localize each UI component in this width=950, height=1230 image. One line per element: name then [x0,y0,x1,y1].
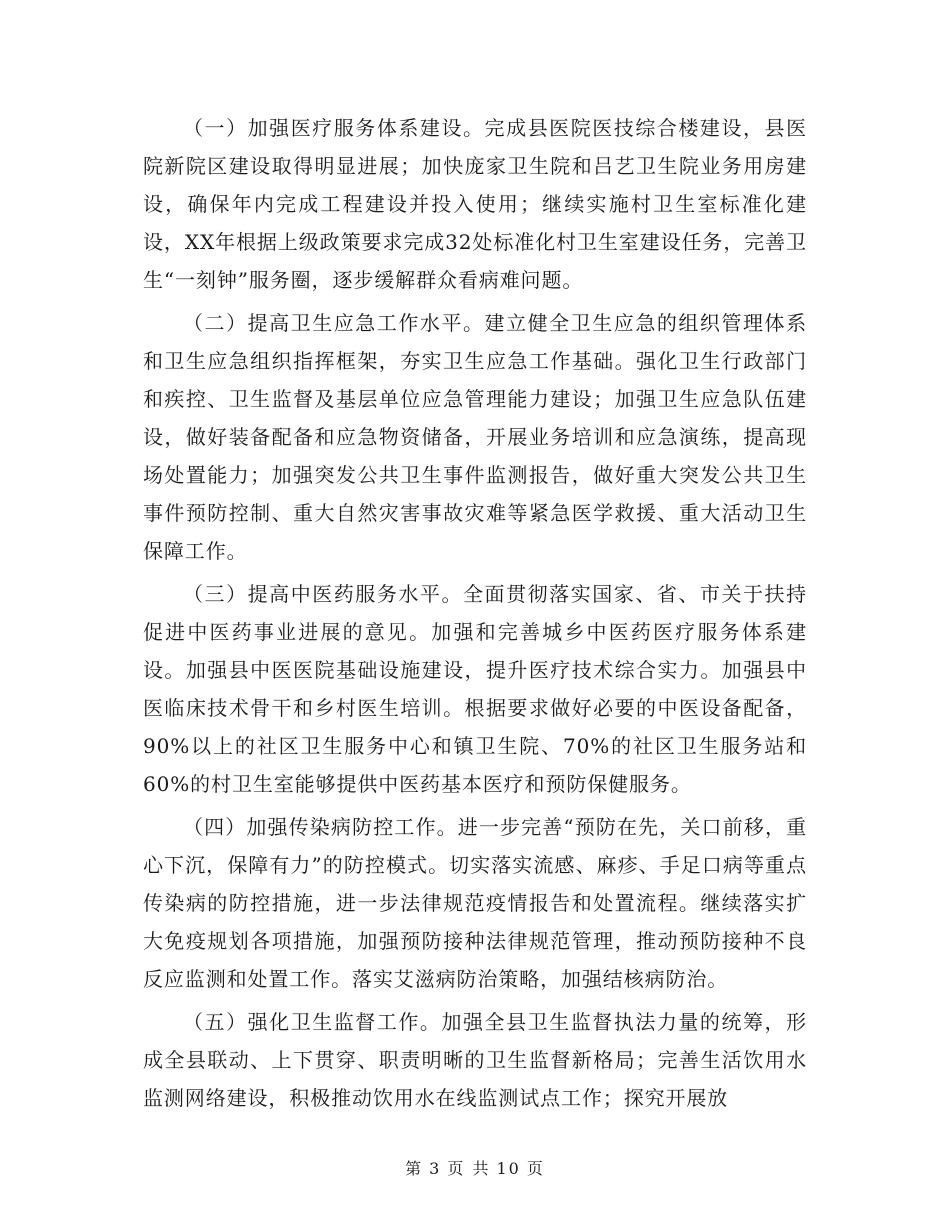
paragraph-tcm-service: （三）提高中医药服务水平。全面贯彻落实国家、省、市关于扶持促进中医药事业进展的意见。加强和完善城乡中医药医疗服务体系建设。加强县中医医院基础设施建设，提升医疗技术综合实力。加强县中医临床技术骨干和乡村医生培训。根据要求做好必要的中医设备配备，90%以上的社区卫生服务中心和镇卫生院、70%的社区卫生服务站和60%的村卫生室能够提供中医药基本医疗和预防保健服务。 [143,582,807,796]
paragraph-health-supervision: （五）强化卫生监督工作。加强全县卫生监督执法力量的统筹，形成全县联动、上下贯穿、职责明晰的卫生监督新格局；完善生活饮用水监测网络建设，积极推动饮用水在线监测试点工作；探究开展放 [143,1010,807,1110]
paragraph-infectious-disease-control: （四）加强传染病防控工作。进一步完善“预防在先，关口前移，重心下沉，保障有力”的防控模式。切实落实流感、麻疹、手足口病等重点传染病的防控措施，进一步法律规范疫情报告和处置流程。继续落实扩大免疫规划各项措施，加强预防接种法律规范管理，推动预防接种不良反应监测和处置工作。落实艾滋病防治策略，加强结核病防治。 [143,815,807,991]
paragraph-health-emergency: （二）提高卫生应急工作水平。建立健全卫生应急的组织管理体系和卫生应急组织指挥框架，夯实卫生应急工作基础。强化卫生行政部门和疾控、卫生监督及基层单位应急管理能力建设；加强卫生应急队伍建设，做好装备配备和应急物资储备，开展业务培训和应急演练，提高现场处置能力；加强突发公共卫生事件监测报告，做好重大突发公共卫生事件预防控制、重大自然灾害事故灾难等紧急医学救援、重大活动卫生保障工作。 [143,311,807,563]
footer-suffix: 页 [526,1159,545,1178]
footer-prefix: 第 [405,1159,424,1178]
paragraph-medical-service-system: （一）加强医疗服务体系建设。完成县医院医技综合楼建设，县医院新院区建设取得明显进展；加快庞家卫生院和吕艺卫生院业务用房建设，确保年内完成工程建设并投入使用；继续实施村卫生室标准化建设，XX年根据上级政策要求完成32处标准化村卫生室建设任务，完善卫生“一刻钟”服务圈，逐步缓解群众看病难问题。 [143,116,807,292]
total-page-count: 10 [496,1159,521,1178]
page-footer [0,1156,950,1179]
document-body [143,109,807,1122]
footer-middle: 页 共 [447,1159,491,1178]
current-page-number: 3 [429,1159,442,1178]
